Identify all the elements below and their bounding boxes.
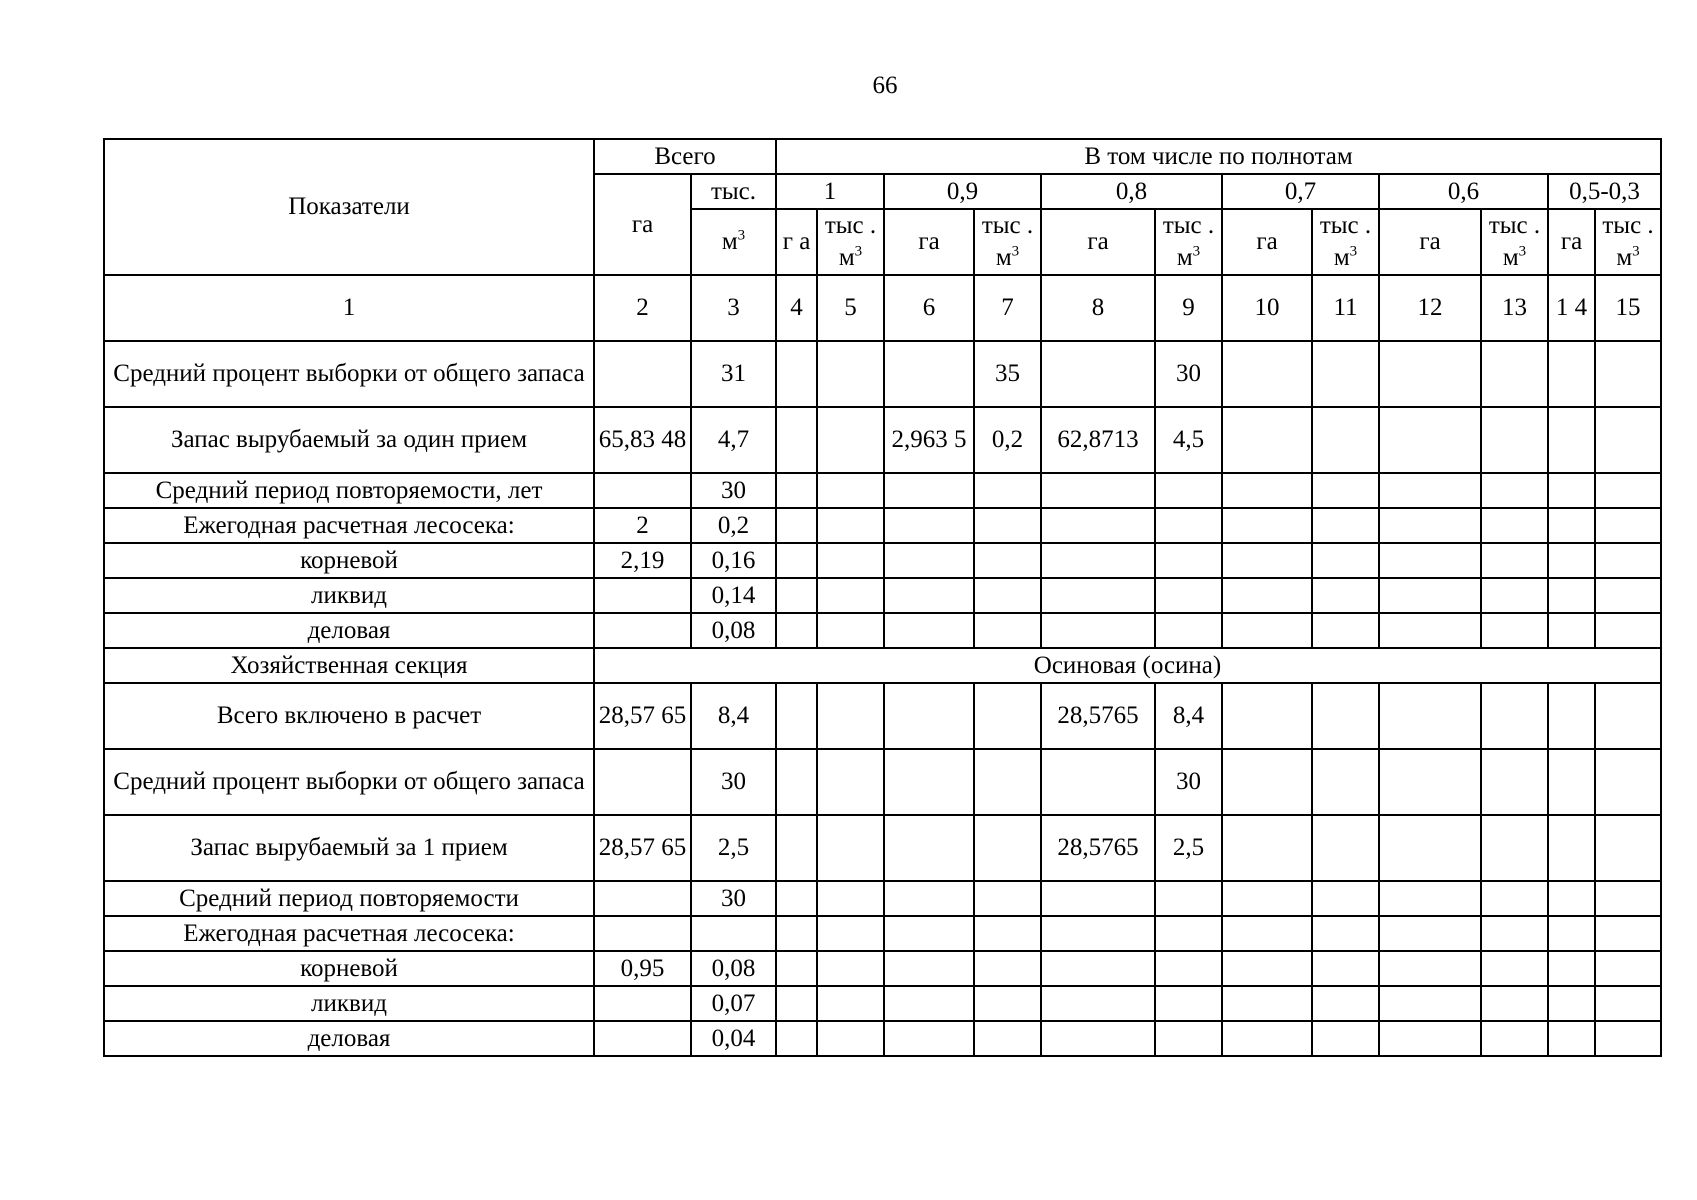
table-cell — [974, 916, 1041, 951]
table-cell — [884, 986, 974, 1021]
table-cell — [594, 341, 691, 407]
table-cell — [1312, 881, 1379, 916]
table-cell — [1481, 815, 1548, 881]
section-label: Хозяйственная секция — [104, 648, 594, 683]
table-cell — [817, 543, 884, 578]
table-cell — [1041, 543, 1155, 578]
header-sub-volume: тыс . $м^3$ — [974, 209, 1041, 275]
table-row — [104, 1021, 1661, 1056]
table-cell — [1595, 407, 1661, 473]
table-cell — [1312, 749, 1379, 815]
table-cell — [1312, 407, 1379, 473]
header-sub-volume: тыс . $м^3$ — [1155, 209, 1222, 275]
table-cell — [1481, 578, 1548, 613]
row-label: Запас вырубаемый за 1 прием — [104, 815, 594, 881]
table-cell: 65,83 48 — [594, 407, 691, 473]
table-cell — [1222, 986, 1312, 1021]
table-cell — [1595, 473, 1661, 508]
header-sub-volume: тыс . $м^3$ — [1312, 209, 1379, 275]
header-density-0-6: 0,6 — [1379, 174, 1548, 209]
table-cell — [1041, 951, 1155, 986]
row-label: Ежегодная расчетная лесосека: — [104, 916, 594, 951]
table-cell — [1595, 986, 1661, 1021]
table-cell — [1312, 815, 1379, 881]
table-cell: 0,08 — [691, 613, 776, 648]
table-cell — [1379, 473, 1481, 508]
table-cell — [1548, 578, 1595, 613]
column-number-cell: 10 — [1222, 275, 1312, 341]
table-cell — [884, 916, 974, 951]
table-cell — [817, 473, 884, 508]
column-number-cell: 12 — [1379, 275, 1481, 341]
column-number-cell: 1 — [104, 275, 594, 341]
column-number-cell: 3 — [691, 275, 776, 341]
table-cell — [1548, 749, 1595, 815]
table-cell — [1155, 916, 1222, 951]
table-cell — [1595, 341, 1661, 407]
table-cell: 30 — [691, 473, 776, 508]
table-cell: 28,57 65 — [594, 815, 691, 881]
table-cell — [817, 951, 884, 986]
table-row — [104, 916, 1661, 951]
table-cell — [1222, 341, 1312, 407]
table-cell — [776, 986, 817, 1021]
column-number-cell: 2 — [594, 275, 691, 341]
table-cell — [884, 543, 974, 578]
table-cell: 4,7 — [691, 407, 776, 473]
table-cell — [776, 683, 817, 749]
table-cell: 28,5765 — [1041, 815, 1155, 881]
table-cell — [1595, 683, 1661, 749]
table-cell — [817, 916, 884, 951]
column-number-cell: 8 — [1041, 275, 1155, 341]
section-value: Осиновая (осина) — [594, 648, 1661, 683]
row-label: Средний процент выборки от общего запаса — [104, 749, 594, 815]
table-cell — [1481, 341, 1548, 407]
table-row — [104, 578, 1661, 613]
table-row — [104, 508, 1661, 543]
table-cell — [1379, 916, 1481, 951]
table-cell — [776, 341, 817, 407]
table-cell — [1548, 473, 1595, 508]
table-cell: 2 — [594, 508, 691, 543]
column-number-cell: 1 4 — [1548, 275, 1595, 341]
table-cell: 2,5 — [691, 815, 776, 881]
table-cell — [1548, 951, 1595, 986]
table-cell — [1041, 749, 1155, 815]
table-cell: 30 — [691, 881, 776, 916]
table-cell: 28,57 65 — [594, 683, 691, 749]
table-cell: 30 — [691, 749, 776, 815]
table-cell — [1481, 508, 1548, 543]
table-cell — [1222, 749, 1312, 815]
table-cell — [884, 508, 974, 543]
table-cell — [1222, 951, 1312, 986]
table-cell — [1548, 815, 1595, 881]
row-label: Средний период повторяемости, лет — [104, 473, 594, 508]
table-cell — [817, 881, 884, 916]
table-cell — [884, 613, 974, 648]
table-cell — [1379, 578, 1481, 613]
header-density-1: 1 — [776, 174, 884, 209]
table-cell — [817, 749, 884, 815]
table-cell — [776, 951, 817, 986]
table-cell — [1481, 613, 1548, 648]
header-total-volume-top: тыс. — [691, 174, 776, 209]
table-cell — [1481, 916, 1548, 951]
row-label: Запас вырубаемый за один прием — [104, 407, 594, 473]
table-cell: 0,2 — [974, 407, 1041, 473]
header-sub-ha: га — [1548, 209, 1595, 275]
table-cell — [691, 916, 776, 951]
table-cell — [1481, 881, 1548, 916]
table-cell — [1155, 613, 1222, 648]
table-cell — [1041, 341, 1155, 407]
table-cell — [1041, 578, 1155, 613]
table-cell — [776, 916, 817, 951]
table-cell — [776, 613, 817, 648]
table-row — [104, 986, 1661, 1021]
table-cell — [776, 881, 817, 916]
table-cell — [1595, 951, 1661, 986]
table-cell — [974, 749, 1041, 815]
table-cell — [1595, 613, 1661, 648]
table-cell — [817, 613, 884, 648]
table-row — [104, 815, 1661, 881]
table-cell — [1312, 508, 1379, 543]
table-cell — [1222, 578, 1312, 613]
table-cell — [594, 473, 691, 508]
table-cell — [884, 578, 974, 613]
table-cell — [594, 613, 691, 648]
table-cell — [974, 1021, 1041, 1056]
table-cell — [817, 578, 884, 613]
table-row — [104, 543, 1661, 578]
table-cell — [1312, 578, 1379, 613]
table-cell — [1548, 986, 1595, 1021]
table-cell — [884, 815, 974, 881]
table-row — [104, 749, 1661, 815]
table-cell — [1548, 881, 1595, 916]
table-cell — [1312, 341, 1379, 407]
table-row — [104, 613, 1661, 648]
table-cell — [1312, 613, 1379, 648]
table-cell — [1041, 916, 1155, 951]
table-cell — [974, 578, 1041, 613]
table-cell — [884, 473, 974, 508]
table-cell — [594, 749, 691, 815]
table-cell — [1595, 916, 1661, 951]
header-sub-ha: га — [884, 209, 974, 275]
table-cell — [1312, 683, 1379, 749]
table-cell — [1379, 341, 1481, 407]
table-cell — [1595, 881, 1661, 916]
header-sub-volume: тыс . $м^3$ — [1481, 209, 1548, 275]
table-cell — [1155, 881, 1222, 916]
table-cell: 4,5 — [1155, 407, 1222, 473]
header-indicators: Показатели — [104, 139, 594, 275]
table-cell — [884, 951, 974, 986]
table-cell — [817, 407, 884, 473]
table-cell — [776, 749, 817, 815]
table-cell — [1548, 543, 1595, 578]
table-cell — [1041, 881, 1155, 916]
header-total-ha: га — [594, 174, 691, 275]
table-cell — [1312, 986, 1379, 1021]
table-cell: 8,4 — [691, 683, 776, 749]
table-cell — [1379, 749, 1481, 815]
table-cell — [776, 508, 817, 543]
table-cell — [817, 508, 884, 543]
table-cell: 8,4 — [1155, 683, 1222, 749]
table-cell — [1312, 1021, 1379, 1056]
table-cell — [974, 881, 1041, 916]
table-cell — [817, 986, 884, 1021]
table-cell — [1379, 508, 1481, 543]
table-row — [104, 341, 1661, 407]
table-cell — [1548, 508, 1595, 543]
table-cell — [1041, 613, 1155, 648]
header-total-volume-unit: $м^3$ — [691, 209, 776, 275]
table-cell — [1481, 543, 1548, 578]
table-cell — [974, 613, 1041, 648]
table-cell — [1155, 986, 1222, 1021]
table-cell — [1379, 407, 1481, 473]
table-cell — [1155, 951, 1222, 986]
table-cell — [1548, 341, 1595, 407]
column-number-cell: 5 — [817, 275, 884, 341]
table-cell — [1595, 543, 1661, 578]
table-cell — [884, 1021, 974, 1056]
table-cell: 2,963 5 — [884, 407, 974, 473]
table-cell — [1222, 613, 1312, 648]
row-label: деловая — [104, 1021, 594, 1056]
table-cell — [1481, 951, 1548, 986]
table-cell — [776, 473, 817, 508]
table-cell — [1548, 407, 1595, 473]
header-by-density: В том числе по полнотам — [776, 139, 1661, 174]
column-number-cell: 13 — [1481, 275, 1548, 341]
header-row-1 — [104, 139, 1661, 174]
table-cell — [1481, 1021, 1548, 1056]
table-cell — [1041, 1021, 1155, 1056]
table-cell — [1379, 543, 1481, 578]
table-cell — [1155, 543, 1222, 578]
table-cell — [1312, 543, 1379, 578]
table-cell — [1481, 749, 1548, 815]
table-cell — [1155, 473, 1222, 508]
page-number: 66 — [872, 72, 898, 99]
table-cell — [1041, 508, 1155, 543]
table-cell — [1379, 881, 1481, 916]
table-cell: 62,8713 — [1041, 407, 1155, 473]
table-cell: 0,16 — [691, 543, 776, 578]
table-cell: 0,14 — [691, 578, 776, 613]
table-cell — [1548, 916, 1595, 951]
row-label: корневой — [104, 951, 594, 986]
table-cell — [1312, 473, 1379, 508]
table-cell — [1379, 683, 1481, 749]
table-cell — [974, 815, 1041, 881]
table-cell: 0,95 — [594, 951, 691, 986]
table-cell: 30 — [1155, 749, 1222, 815]
section-row — [104, 648, 1661, 683]
column-number-cell: 7 — [974, 275, 1041, 341]
table-cell — [884, 683, 974, 749]
column-number-cell: 15 — [1595, 275, 1661, 341]
table-cell — [1548, 1021, 1595, 1056]
header-density-0-9: 0,9 — [884, 174, 1041, 209]
table-cell — [594, 578, 691, 613]
table-cell — [1379, 613, 1481, 648]
row-label: деловая — [104, 613, 594, 648]
table-cell — [1595, 578, 1661, 613]
table-cell — [1222, 1021, 1312, 1056]
table-cell — [974, 986, 1041, 1021]
table-cell — [974, 683, 1041, 749]
table-cell — [974, 473, 1041, 508]
column-number-row — [104, 275, 1661, 341]
table-cell — [1155, 508, 1222, 543]
table-cell — [974, 543, 1041, 578]
row-label: ликвид — [104, 986, 594, 1021]
table-cell: 2,5 — [1155, 815, 1222, 881]
table-cell — [776, 407, 817, 473]
table-cell — [1548, 683, 1595, 749]
table-cell — [776, 543, 817, 578]
table-cell — [817, 683, 884, 749]
table-cell: 28,5765 — [1041, 683, 1155, 749]
table-cell — [1595, 749, 1661, 815]
table-cell — [1595, 815, 1661, 881]
table-cell — [1041, 473, 1155, 508]
table-cell: 0,2 — [691, 508, 776, 543]
row-label: Средний процент выборки от общего запаса — [104, 341, 594, 407]
row-label: корневой — [104, 543, 594, 578]
table-cell — [817, 1021, 884, 1056]
table-cell — [1312, 916, 1379, 951]
table-cell — [1155, 578, 1222, 613]
table-cell — [1222, 881, 1312, 916]
column-number-cell: 9 — [1155, 275, 1222, 341]
header-total: Всего — [594, 139, 776, 174]
table-cell — [1481, 683, 1548, 749]
table-row — [104, 473, 1661, 508]
header-sub-ha: га — [1222, 209, 1312, 275]
table-cell — [817, 815, 884, 881]
table-cell — [1379, 815, 1481, 881]
table-cell — [1595, 508, 1661, 543]
header-density-0-5-0-3: 0,5-0,3 — [1548, 174, 1661, 209]
table-cell — [776, 578, 817, 613]
allowable-cut-table — [103, 138, 1662, 1057]
row-label: Средний период повторяемости — [104, 881, 594, 916]
table-cell — [817, 341, 884, 407]
table-cell: 2,19 — [594, 543, 691, 578]
header-sub-ha: га — [1041, 209, 1155, 275]
header-density-0-8: 0,8 — [1041, 174, 1222, 209]
table-cell — [594, 986, 691, 1021]
table-cell — [1312, 951, 1379, 986]
table-row — [104, 881, 1661, 916]
table-cell — [1379, 1021, 1481, 1056]
table-cell — [1222, 543, 1312, 578]
table-cell — [1041, 986, 1155, 1021]
table-cell: 0,04 — [691, 1021, 776, 1056]
table-cell — [1481, 407, 1548, 473]
table-cell — [594, 916, 691, 951]
table-cell: 35 — [974, 341, 1041, 407]
table-cell: 0,08 — [691, 951, 776, 986]
table-row — [104, 407, 1661, 473]
table-row — [104, 951, 1661, 986]
table-cell — [974, 508, 1041, 543]
header-sub-volume: тыс . $м^3$ — [817, 209, 884, 275]
column-number-cell: 11 — [1312, 275, 1379, 341]
row-label: ликвид — [104, 578, 594, 613]
table-cell — [1222, 473, 1312, 508]
header-sub-ha: га — [1379, 209, 1481, 275]
header-sub-ha: г а — [776, 209, 817, 275]
table-cell — [594, 1021, 691, 1056]
table-cell — [1222, 683, 1312, 749]
table-cell — [974, 951, 1041, 986]
row-label: Всего включено в расчет — [104, 683, 594, 749]
table-cell — [1155, 1021, 1222, 1056]
column-number-cell: 6 — [884, 275, 974, 341]
table-cell — [884, 749, 974, 815]
table-cell — [1222, 407, 1312, 473]
table-cell — [1595, 1021, 1661, 1056]
table-cell — [1548, 613, 1595, 648]
table-cell: 31 — [691, 341, 776, 407]
table-cell — [776, 1021, 817, 1056]
table-cell — [1379, 951, 1481, 986]
column-number-cell: 4 — [776, 275, 817, 341]
header-sub-volume: тыс . $м^3$ — [1595, 209, 1661, 275]
table-cell — [594, 881, 691, 916]
row-label: Ежегодная расчетная лесосека: — [104, 508, 594, 543]
table-cell — [1379, 986, 1481, 1021]
header-density-0-7: 0,7 — [1222, 174, 1379, 209]
table-cell: 30 — [1155, 341, 1222, 407]
table-cell — [1481, 986, 1548, 1021]
table-cell — [776, 815, 817, 881]
table-cell: 0,07 — [691, 986, 776, 1021]
table-row — [104, 683, 1661, 749]
table-cell — [884, 341, 974, 407]
table-cell — [1481, 473, 1548, 508]
table-cell — [1222, 815, 1312, 881]
table-cell — [1222, 508, 1312, 543]
table-cell — [1222, 916, 1312, 951]
table-cell — [884, 881, 974, 916]
